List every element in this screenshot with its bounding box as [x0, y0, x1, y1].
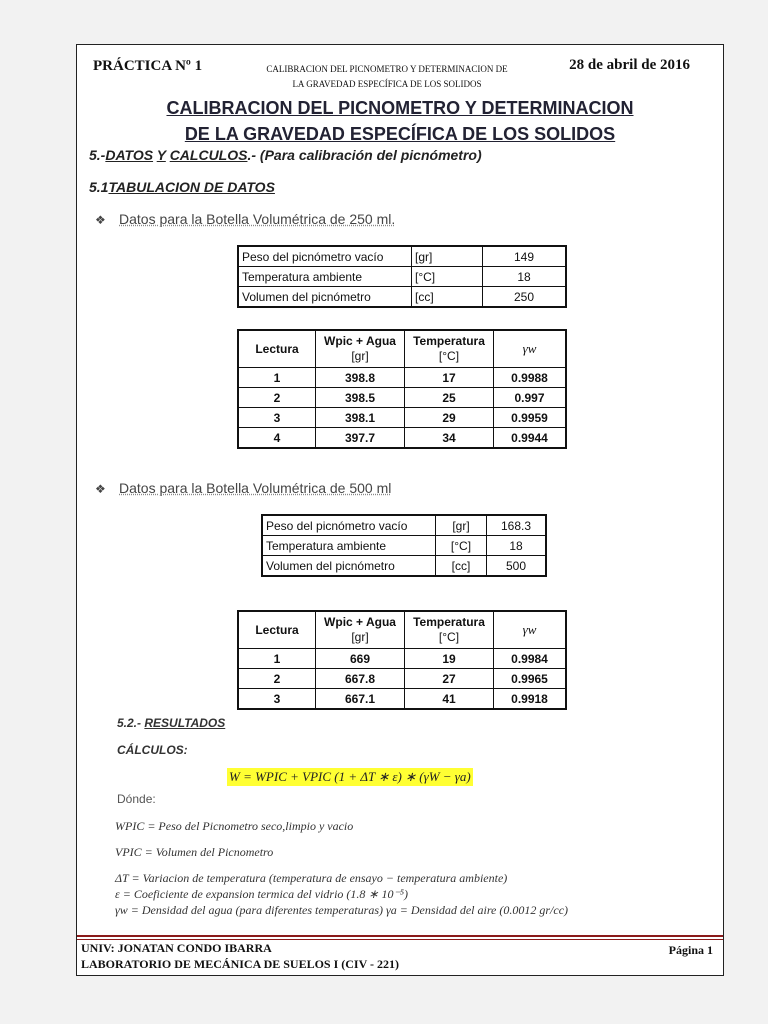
header-subtitle [177, 62, 597, 92]
cell-gw: 0.997 [494, 388, 567, 408]
bottle-500-readings-table [237, 610, 567, 710]
cell-temp: 17 [405, 368, 494, 388]
table-row [238, 267, 566, 287]
practica-label: PRÁCTICA Nº 1 [93, 58, 203, 74]
bottle-250-readings-table [237, 329, 567, 449]
document-title-line1: CALIBRACION DEL PICNOMETRO Y DETERMINACION [166, 98, 634, 118]
col-header-temp [405, 330, 494, 368]
footer-author: UNIV: JONATAN CONDO IBARRA [81, 941, 272, 955]
table-row [262, 515, 546, 536]
cell-lectura: 2 [238, 669, 316, 689]
cell-temp: 41 [405, 689, 494, 710]
header-date: 28 de abril de 2016 [569, 57, 690, 73]
header-subtitle-line1: CALIBRACION DEL PICNOMETRO Y DETERMINACION DE [266, 64, 508, 74]
cell-gw: 0.9918 [494, 689, 567, 710]
prop-unit: [cc] [436, 556, 487, 577]
col-header-wpic [316, 611, 405, 649]
cell-lectura: 3 [238, 408, 316, 428]
table-row [238, 287, 566, 308]
cell-temp: 34 [405, 428, 494, 449]
prop-value: 500 [487, 556, 547, 577]
cell-lectura: 4 [238, 428, 316, 449]
results-prefix: 5.2.- [117, 716, 145, 730]
cell-lectura: 1 [238, 368, 316, 388]
col-header-gamma: γw [494, 330, 567, 368]
cell-lectura: 3 [238, 689, 316, 710]
col-header-wpic-line2: [gr] [351, 630, 369, 644]
formula-highlight: W = WPIC + VPIC (1 + ΔT ∗ ε) ∗ (γW − γa) [229, 769, 471, 784]
prop-unit: [gr] [436, 515, 487, 536]
table-row [262, 556, 546, 577]
section-5-suffix: .- (Para calibración del picnómetro) [247, 147, 482, 163]
def-delta-t: ΔT = Variacion de temperatura (temperatura de ensayo − temperatura ambiente) [115, 871, 508, 885]
bottle-250-props-table [237, 245, 567, 308]
table-row [238, 388, 566, 408]
prop-label: Volumen del picnómetro [238, 287, 412, 308]
section-5-calculos: CALCULOS [169, 147, 248, 163]
table-header-row [238, 330, 566, 368]
bottle-500-heading [95, 480, 391, 496]
cell-gw: 0.9988 [494, 368, 567, 388]
diamond-bullet-icon: ❖ [95, 213, 106, 227]
table-row [238, 368, 566, 388]
def-wpic: WPIC = Peso del Picnometro seco,limpio y vacio [115, 819, 354, 833]
section-51-heading [89, 179, 275, 195]
col-header-wpic-line2: [gr] [351, 349, 369, 363]
cell-wpic: 669 [316, 649, 405, 669]
def-epsilon: ε = Coeficiente de expansion termica del vidrio (1.8 ∗ 10⁻⁵) [115, 887, 408, 901]
bottle-250-heading [95, 211, 395, 227]
cell-temp: 27 [405, 669, 494, 689]
table-row [238, 408, 566, 428]
section-5-y: Y [156, 147, 166, 163]
col-header-lectura: Lectura [238, 330, 316, 368]
prop-label: Peso del picnómetro vacío [238, 246, 412, 267]
footer-page-number: Página 1 [668, 943, 713, 957]
cell-gw: 0.9944 [494, 428, 567, 449]
table-row [238, 246, 566, 267]
def-vpic: VPIC = Volumen del Picnometro [115, 845, 274, 859]
prop-value: 18 [487, 536, 547, 556]
cell-lectura: 1 [238, 649, 316, 669]
donde-label: Dónde: [117, 792, 156, 806]
col-header-temp-line2: [°C] [438, 630, 460, 644]
table-row [238, 428, 566, 449]
table-row [238, 689, 566, 710]
cell-temp: 29 [405, 408, 494, 428]
prop-label: Volumen del picnómetro [262, 556, 436, 577]
prop-unit: [cc] [412, 287, 483, 308]
prop-label: Temperatura ambiente [262, 536, 436, 556]
bottle-500-props-table [261, 514, 547, 577]
prop-unit: [gr] [412, 246, 483, 267]
prop-unit: [°C] [412, 267, 483, 287]
col-header-wpic-line1: Wpic + Agua [324, 615, 396, 629]
footer-divider [77, 935, 723, 937]
cell-gw: 0.9959 [494, 408, 567, 428]
col-header-wpic [316, 330, 405, 368]
calculos-heading: CÁLCULOS: [117, 743, 188, 757]
section-5-datos: DATOS [105, 147, 154, 163]
cell-gw: 0.9965 [494, 669, 567, 689]
table-header-row [238, 611, 566, 649]
cell-wpic: 397.7 [316, 428, 405, 449]
prop-unit: [°C] [436, 536, 487, 556]
results-label: RESULTADOS [144, 716, 226, 730]
cell-gw: 0.9984 [494, 649, 567, 669]
section-51-prefix: 5.1 [89, 179, 109, 195]
bottle-250-heading-text: Datos para la Botella Volumétrica de 250 ml. [119, 211, 396, 227]
col-header-lectura: Lectura [238, 611, 316, 649]
section-51-label: TABULACION DE DATOS [108, 179, 275, 195]
cell-wpic: 398.1 [316, 408, 405, 428]
document-page [76, 44, 724, 976]
table-row [262, 536, 546, 556]
col-header-temp-line1: Temperatura [413, 334, 485, 348]
prop-label: Peso del picnómetro vacío [262, 515, 436, 536]
col-header-temp-line1: Temperatura [413, 615, 485, 629]
cell-wpic: 667.8 [316, 669, 405, 689]
cell-lectura: 2 [238, 388, 316, 408]
table-row [238, 649, 566, 669]
footer-divider-thin [77, 939, 723, 940]
cell-temp: 25 [405, 388, 494, 408]
footer-lab: LABORATORIO DE MECÁNICA DE SUELOS I (CIV - 221) [81, 957, 400, 971]
prop-value: 149 [483, 246, 567, 267]
cell-wpic: 398.8 [316, 368, 405, 388]
prop-label: Temperatura ambiente [238, 267, 412, 287]
col-header-gamma: γw [494, 611, 567, 649]
section-5-heading [89, 147, 482, 163]
document-title-line2: DE LA GRAVEDAD ESPECÍFICA DE LOS SOLIDOS [184, 124, 616, 144]
table-row [238, 669, 566, 689]
header-subtitle-line2: LA GRAVEDAD ESPECÍFICA DE LOS SOLIDOS [292, 79, 482, 89]
section-5-prefix: 5.- [89, 147, 106, 163]
cell-wpic: 398.5 [316, 388, 405, 408]
bottle-500-heading-text: Datos para la Botella Volumétrica de 500 ml [119, 480, 392, 496]
prop-value: 18 [483, 267, 567, 287]
prop-value: 168.3 [487, 515, 547, 536]
results-heading [117, 716, 225, 730]
col-header-temp-line2: [°C] [438, 349, 460, 363]
def-gamma: γw = Densidad del agua (para diferentes temperaturas) γa = Densidad del aire (0.0012 gr/cc) [115, 903, 569, 917]
diamond-bullet-icon: ❖ [95, 482, 106, 496]
col-header-wpic-line1: Wpic + Agua [324, 334, 396, 348]
prop-value: 250 [483, 287, 567, 308]
cell-temp: 19 [405, 649, 494, 669]
cell-wpic: 667.1 [316, 689, 405, 710]
col-header-temp [405, 611, 494, 649]
